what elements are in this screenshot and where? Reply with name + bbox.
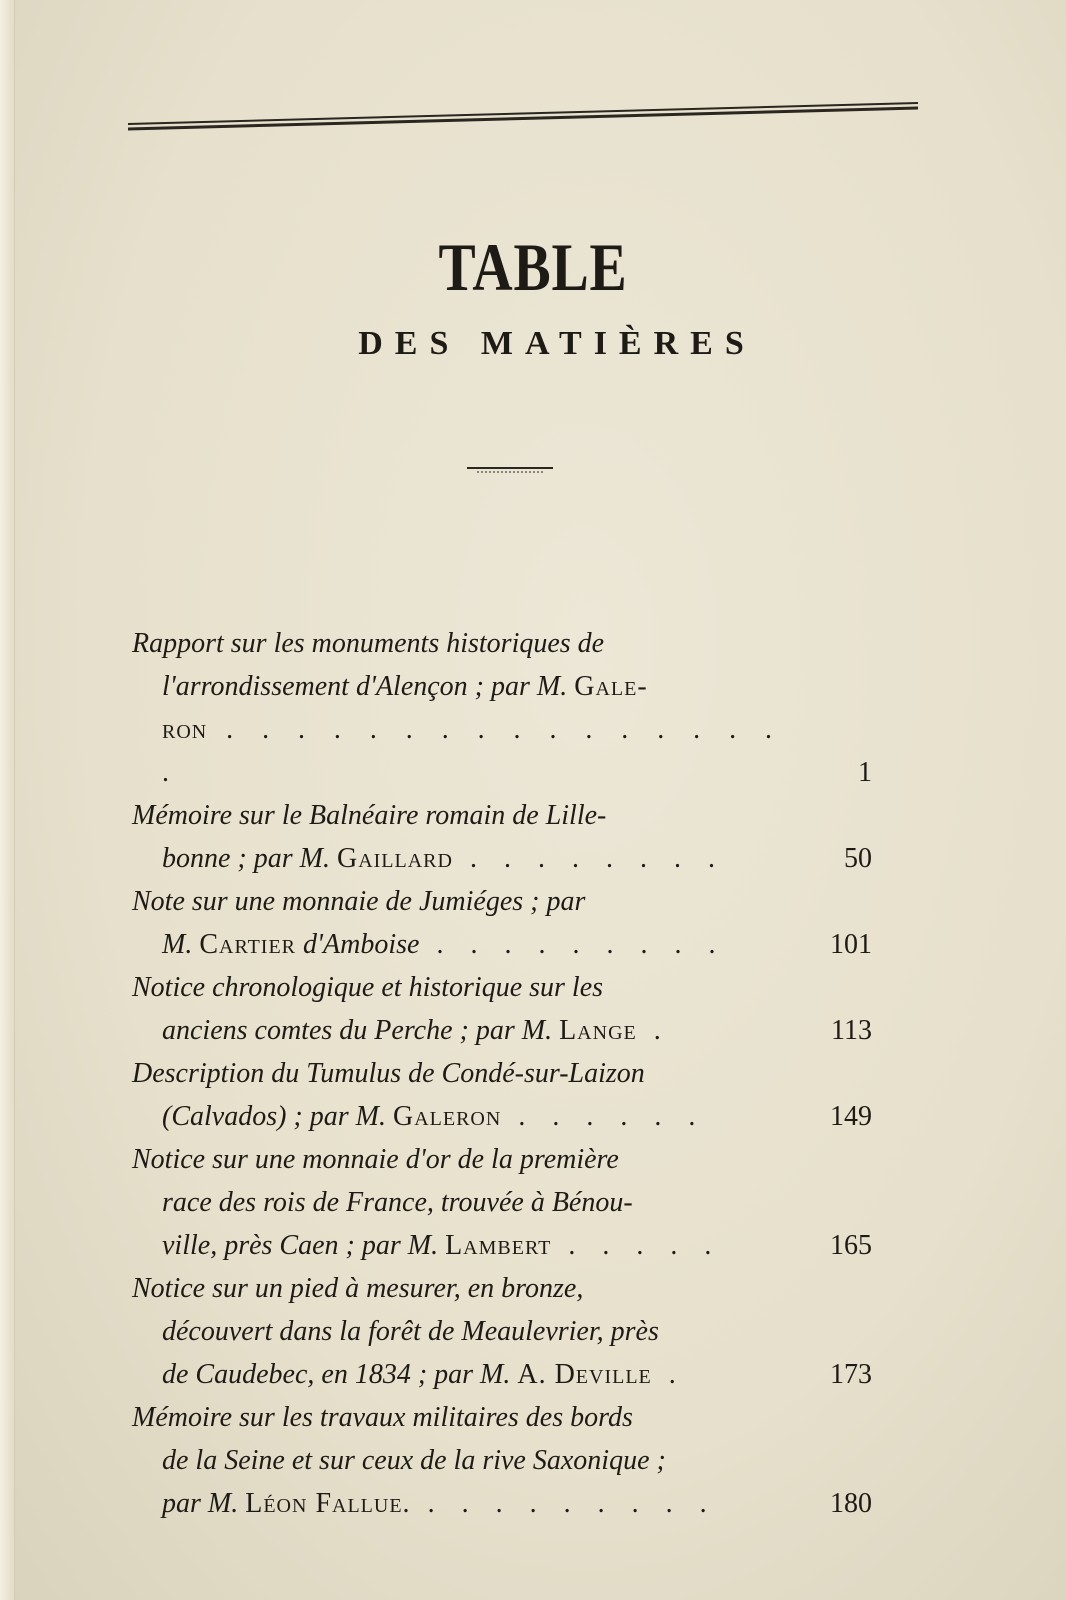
page-title: TABLE xyxy=(438,229,628,305)
toc-entry-author: Galeron xyxy=(392,1101,502,1132)
toc-entry-title xyxy=(132,1052,892,1138)
toc-entry-title xyxy=(132,966,892,1052)
toc-entry-author: A. Deville xyxy=(517,1359,652,1390)
toc-entry-title xyxy=(132,622,892,794)
dot-leader: . . . . . . xyxy=(501,1101,706,1132)
toc-entry-line: Description du Tumulus de Condé-sur-Laizon xyxy=(132,1058,645,1089)
table-of-contents xyxy=(132,622,892,1525)
toc-entry-title xyxy=(132,1267,892,1396)
toc-entry-author: Lambert xyxy=(445,1230,552,1261)
toc-entry-line: Notice sur un pied à mesurer, en bronze, xyxy=(132,1273,584,1304)
dot-leader: . . . . . xyxy=(551,1230,722,1261)
toc-entry-title xyxy=(132,1138,892,1267)
toc-entry-author: Lange xyxy=(559,1015,637,1046)
toc-entry-last-line xyxy=(132,1353,782,1396)
toc-page-number: 101 xyxy=(830,929,872,960)
toc-entry-title xyxy=(132,794,892,880)
toc-page-number: 1 xyxy=(858,757,872,788)
toc-entry xyxy=(132,966,892,1052)
toc-entry-tail: ron xyxy=(162,714,208,745)
toc-entry xyxy=(132,1052,892,1138)
page-edge xyxy=(0,0,15,1600)
toc-entry xyxy=(132,1138,892,1267)
toc-page-number: 180 xyxy=(830,1488,872,1519)
toc-entry-author: Cartier xyxy=(199,929,297,960)
dot-leader: . xyxy=(651,1359,686,1390)
toc-entry xyxy=(132,794,892,880)
toc-page-number: 113 xyxy=(831,1015,872,1046)
toc-entry-author: Gale- xyxy=(574,671,648,702)
dot-leader: . . . . . . . . . . . . . . . . . xyxy=(162,714,782,788)
dot-leader: . xyxy=(636,1015,671,1046)
toc-entry-line: (Calvados) ; par M. xyxy=(162,1101,393,1132)
toc-entry xyxy=(132,622,892,794)
dot-leader: . . . . . . . . . xyxy=(419,929,726,960)
toc-entry-last-line xyxy=(132,923,782,966)
toc-entry-last-line xyxy=(132,1095,782,1138)
toc-entry-line: Rapport sur les monuments historiques de xyxy=(132,628,605,659)
toc-entry-line: ville, près Caen ; par M. xyxy=(162,1230,446,1261)
toc-page-number: 173 xyxy=(830,1359,872,1390)
toc-entry-author: Gaillard xyxy=(336,843,453,874)
toc-entry-tail: d'Amboise xyxy=(296,929,420,960)
toc-entry-line: Notice chronologique et historique sur les xyxy=(132,972,604,1003)
top-double-rule xyxy=(128,101,918,131)
toc-page-number: 50 xyxy=(844,843,872,874)
toc-page-number: 149 xyxy=(830,1101,872,1132)
toc-entry-line: Note sur une monnaie de Jumiéges ; par xyxy=(132,886,586,917)
toc-entry-line: bonne ; par M. xyxy=(162,843,337,874)
toc-entry-title xyxy=(132,880,892,966)
toc-entry-last-line xyxy=(132,665,782,794)
toc-entry-last-line xyxy=(132,1009,782,1052)
toc-page-number: 165 xyxy=(830,1230,872,1261)
toc-entry-line: race des rois de France, trouvée à Bénou- xyxy=(162,1187,633,1218)
toc-entry xyxy=(132,1267,892,1396)
page-subtitle: DES MATIÈRES xyxy=(358,325,756,362)
toc-entry-line: de la Seine et sur ceux de la rive Saxonique ; xyxy=(162,1445,666,1476)
toc-entry xyxy=(132,1396,892,1525)
ornamental-rule xyxy=(467,466,553,474)
toc-entry-line: Notice sur une monnaie d'or de la première xyxy=(132,1144,619,1175)
toc-entry-title xyxy=(132,1396,892,1525)
toc-entry-line: Mémoire sur le Balnéaire romain de Lille- xyxy=(132,800,607,831)
dot-leader: . . . . . . . . xyxy=(452,843,725,874)
toc-entry-line: de Caudebec, en 1834 ; par M. xyxy=(162,1359,518,1390)
toc-entry-line: M. xyxy=(162,929,200,960)
toc-entry xyxy=(132,880,892,966)
dot-leader: . . . . . . . . . xyxy=(410,1488,717,1519)
toc-entry-last-line xyxy=(132,837,782,880)
toc-entry-last-line xyxy=(132,1482,782,1525)
toc-entry-last-line xyxy=(132,1224,782,1267)
toc-entry-line: Mémoire sur les travaux militaires des bords xyxy=(132,1402,633,1433)
toc-entry-line: anciens comtes du Perche ; par M. xyxy=(162,1015,560,1046)
toc-entry-author: Léon Fallue. xyxy=(245,1488,411,1519)
toc-entry-line: l'arrondissement d'Alençon ; par M. xyxy=(162,671,575,702)
toc-entry-line: par M. xyxy=(162,1488,246,1519)
toc-entry-line: découvert dans la forêt de Meaulevrier, près xyxy=(162,1316,659,1347)
